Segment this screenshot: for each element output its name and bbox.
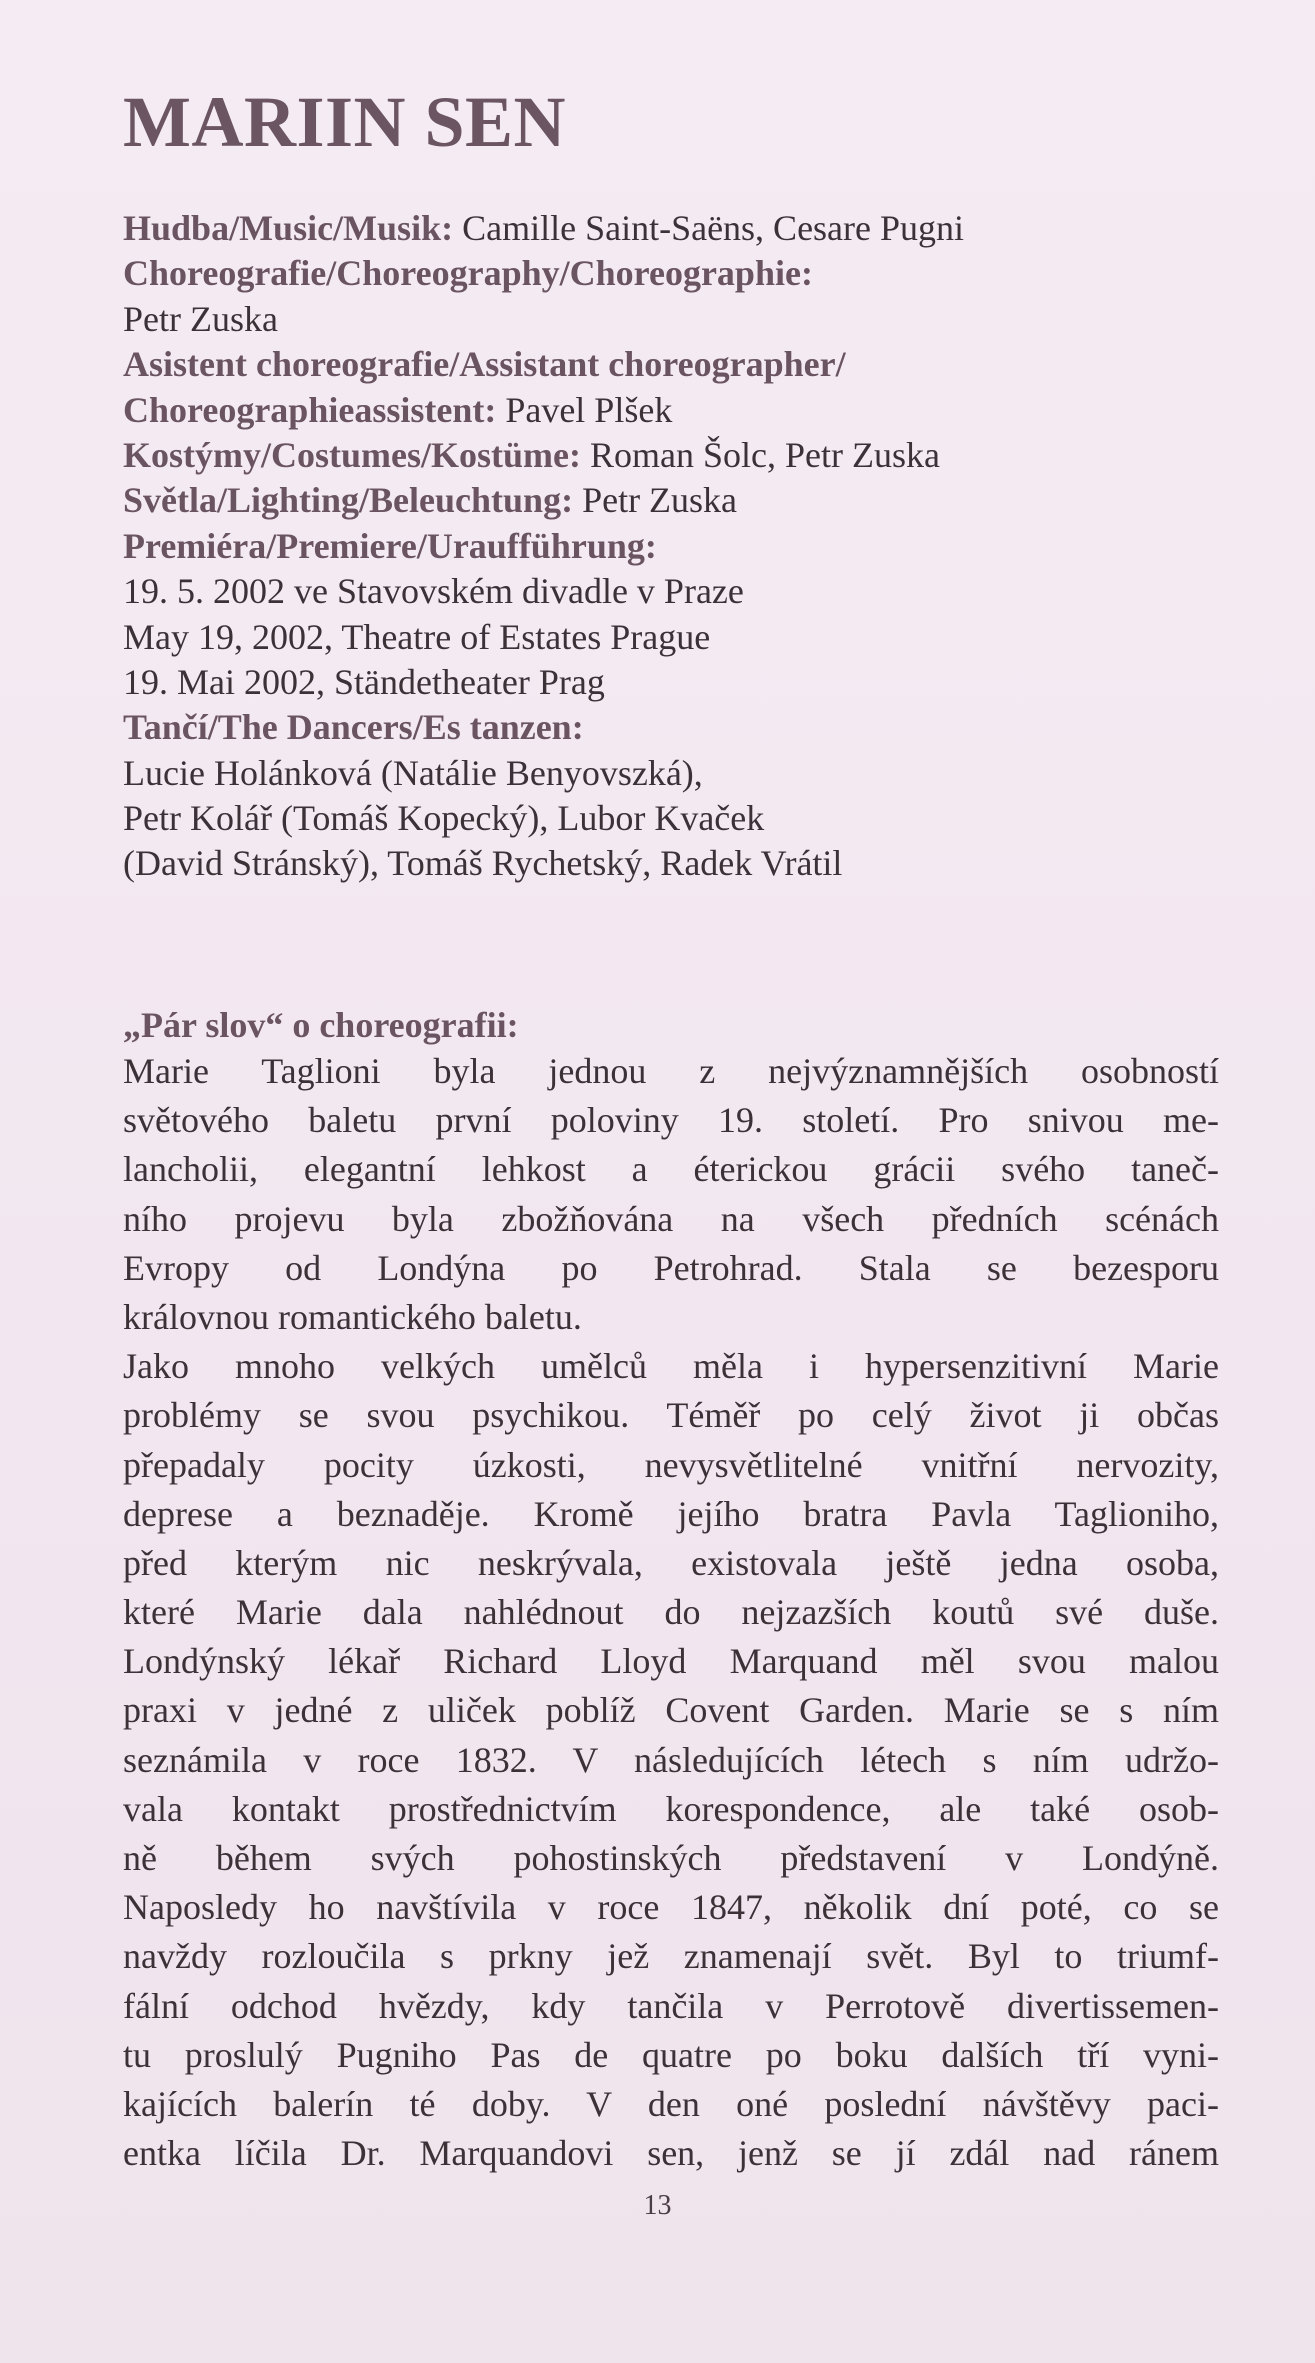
credit-line (123, 751, 1203, 796)
body-line: problémy se svou psychikou. Téměř po celý život ji občas (123, 1395, 1219, 1436)
body-line: vala kontakt prostřednictvím korespondence, ale také osob- (123, 1788, 1219, 1829)
body-line: seznámila v roce 1832. V následujících létech s ním udržo- (123, 1739, 1219, 1780)
body-line: deprese a beznaděje. Kromě jejího bratra Pavla Taglioniho, (123, 1493, 1219, 1534)
credit-label: Světla/Lighting/Beleuchtung: (123, 480, 574, 521)
page-title: MARIIN SEN (123, 82, 567, 162)
body-line: lancholii, elegantní lehkost a éterickou grácii svého taneč- (123, 1149, 1219, 1190)
credit-line (123, 478, 1203, 523)
credit-line (123, 433, 1203, 478)
credit-value: Pavel Plšek (496, 389, 673, 430)
credit-line (123, 615, 1203, 660)
body-line: Jako mnoho velkých umělců měla i hypersenzitivní Marie (123, 1346, 1219, 1387)
body-line: kajících balerín té doby. V den oné poslední návštěvy paci- (123, 2083, 1219, 2124)
body-line: praxi v jedné z uliček poblíž Covent Garden. Marie se s ním (123, 1690, 1219, 1731)
body-line: Evropy od Londýna po Petrohrad. Stala se bezesporu (123, 1247, 1219, 1288)
credit-value: May 19, 2002, Theatre of Estates Prague (123, 616, 711, 657)
credit-value: 19. Mai 2002, Ständetheater Prag (123, 661, 605, 702)
credit-value: Petr Kolář (Tomáš Kopecký), Lubor Kvaček (123, 798, 765, 839)
body-line: královnou romantického baletu. (123, 1296, 582, 1337)
credit-label: Asistent choreografie/Assistant choreographer/ (123, 344, 846, 385)
section-heading: „Pár slov“ o choreografii: (123, 1005, 519, 1045)
body-line: před kterým nic neskrývala, existovala ještě jedna osoba, (123, 1542, 1219, 1583)
credit-value: Lucie Holánková (Natálie Benyovszká), (123, 752, 703, 793)
body-line: tu proslulý Pugniho Pas de quatre po boku dalších tří vyni- (123, 2034, 1219, 2075)
credit-value: Roman Šolc, Petr Zuska (580, 434, 940, 475)
credit-line (123, 569, 1203, 614)
credit-line (123, 251, 1203, 296)
credit-label: Choreografie/Choreography/Choreographie: (123, 253, 813, 294)
body-line: fální odchod hvězdy, kdy tančila v Perrotově divertissemen- (123, 1985, 1219, 2026)
credit-line (123, 796, 1203, 841)
body-line: světového baletu první poloviny 19. století. Pro snivou me- (123, 1100, 1219, 1141)
credit-line (123, 388, 1203, 433)
body-line: které Marie dala nahlédnout do nejzazších koutů své duše. (123, 1592, 1219, 1633)
body-line: ně během svých pohostinských představení v Londýně. (123, 1838, 1219, 1878)
body-line: navždy rozloučila s prkny jež znamenají svět. Byl to triumf- (123, 1936, 1219, 1977)
credit-value: (David Stránský), Tomáš Rychetský, Radek Vrátil (123, 843, 843, 884)
credit-value: 19. 5. 2002 ve Stavovském divadle v Praze (123, 571, 744, 612)
credits-block (123, 206, 1203, 887)
credit-line (123, 705, 1203, 750)
credit-line (123, 660, 1203, 705)
body-line: ního projevu byla zbožňována na všech předních scénách (123, 1198, 1219, 1239)
body-line: Londýnský lékař Richard Lloyd Marquand měl svou malou (123, 1641, 1219, 1682)
body-line: entka líčila Dr. Marquandovi sen, jenž se jí zdál nad ránem (123, 2133, 1219, 2174)
credit-label: Hudba/Music/Musik: (123, 208, 454, 248)
credit-value: Petr Zuska (573, 480, 738, 521)
body-line: Marie Taglioni byla jednou z nejvýznamnějších osobností (123, 1051, 1219, 1091)
credit-line (123, 206, 1203, 251)
credit-line (123, 297, 1203, 342)
credit-line (123, 524, 1203, 569)
page-number: 13 (643, 2190, 672, 2221)
credit-value: Petr Zuska (123, 298, 278, 339)
credit-label: Kostýmy/Costumes/Kostüme: (123, 434, 581, 475)
body-line: přepadaly pocity úzkosti, nevysvětlitelné vnitřní nervozity, (123, 1444, 1219, 1485)
credit-label: Tančí/The Dancers/Es tanzen: (123, 707, 584, 748)
credit-label: Premiéra/Premiere/Uraufführung: (123, 525, 657, 566)
credit-label: Choreographieassistent: (123, 389, 497, 430)
credit-value: Camille Saint-Saëns, Cesare Pugni (453, 208, 965, 248)
body-line: Naposledy ho navštívila v roce 1847, několik dní poté, co se (123, 1887, 1219, 1928)
credit-line (123, 342, 1203, 387)
body-paragraphs (123, 1047, 1219, 2178)
credit-line (123, 841, 1203, 886)
